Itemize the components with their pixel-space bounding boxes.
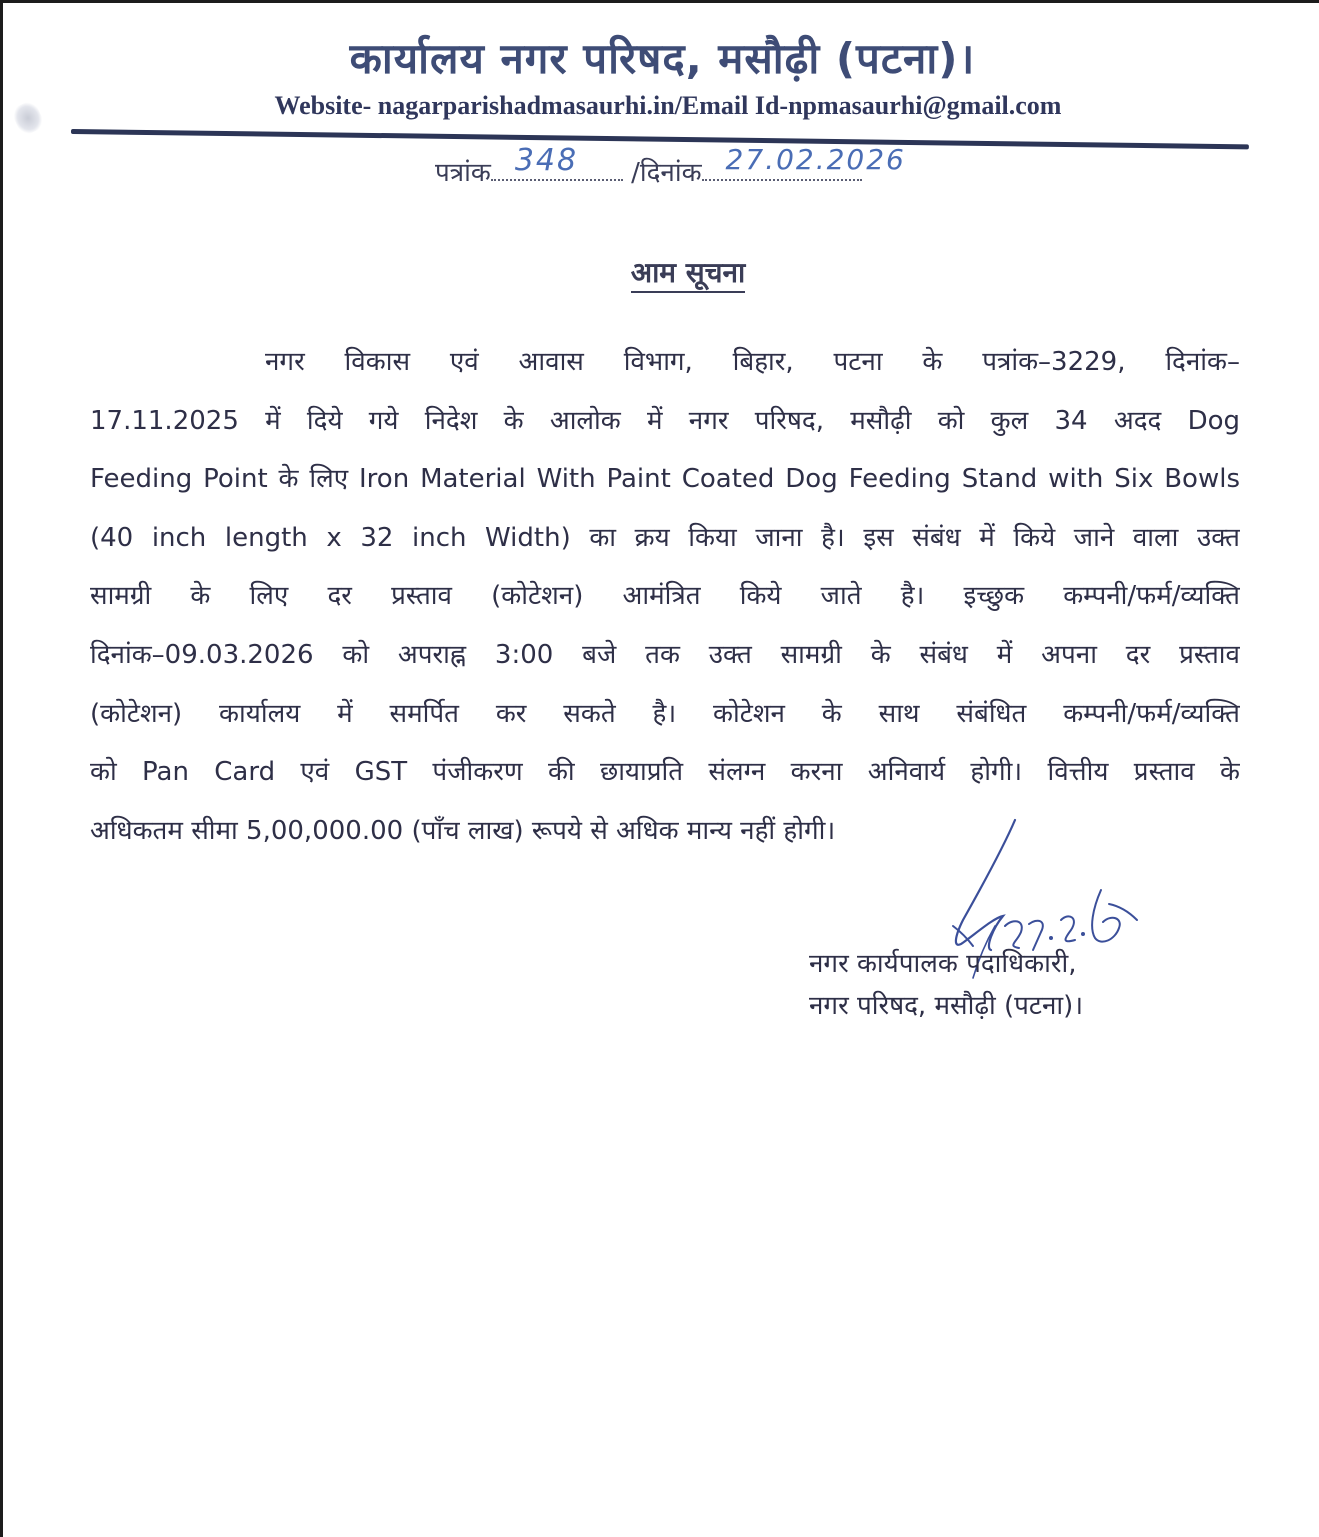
body-line: दिनांक–09.03.2026 को अपराह्न 3:00 बजे तक उक्त सामग्री के संबंध में अपना दर प्रस्ताव (90, 639, 1240, 670)
body-line: नगर विकास एवं आवास विभाग, बिहार, पटना के पत्रांक–3229, दिनांक– (265, 347, 1240, 377)
date-label: दिनांक (639, 158, 702, 188)
body-line: 17.11.2025 में दिये गये निदेश के आलोक में नगर परिषद, मसौढ़ी को कुल 34 अदद Dog (90, 405, 1240, 436)
notice-body (90, 333, 1240, 860)
date-value: 27.02.2026 (725, 143, 906, 176)
reference-line (435, 143, 906, 189)
body-line: (40 inch length x 32 inch Width) का क्रय किया जाना है। इस संबंध में किये जाने वाला उक्त (90, 522, 1240, 553)
body-line: सामग्री के लिए दर प्रस्ताव (कोटेशन) आमंत्रित किये जाते है। इच्छुक कम्पनी/फर्म/व्यक्ति (90, 581, 1240, 612)
header-rule (71, 129, 1249, 149)
letter-number-field (491, 143, 623, 181)
contact-line: Website- nagarparishadmasaurhi.in/Email Id-npmasaurhi@gmail.com (274, 91, 1062, 120)
notice-subject (3, 253, 1319, 291)
letter-number-value: 348 (514, 143, 579, 178)
letter-number-label: पत्रांक (435, 158, 491, 188)
body-line: अधिकतम सीमा 5,00,000.00 (पाँच लाख) रूपये से अधिक मान्य नहीं होगी। (90, 815, 836, 846)
signatory-block (809, 943, 1083, 1027)
signatory-office: नगर परिषद, मसौढ़ी (पटना)। (809, 991, 1084, 1021)
signatory-designation: नगर कार्यपालक पदाधिकारी, (809, 949, 1077, 979)
body-line: Feeding Point के लिए Iron Material With Paint Coated Dog Feeding Stand with Six Bowls (90, 464, 1240, 495)
body-line: को Pan Card एवं GST पंजीकरण की छायाप्रति संलग्न करना अनिवार्य होगी। वित्तीय प्रस्ताव के (90, 757, 1240, 788)
office-heading: कार्यालय नगर परिषद, मसौढ़ी (पटना)। (349, 34, 976, 83)
body-line: (कोटेशन) कार्यालय में समर्पित कर सकते है। कोटेशन के साथ संबंधित कम्पनी/फर्म/व्यक्ति (90, 698, 1240, 729)
notice-subject-text: आम सूचना (631, 256, 746, 293)
reference-separator: / (631, 158, 640, 188)
date-field (702, 143, 906, 181)
